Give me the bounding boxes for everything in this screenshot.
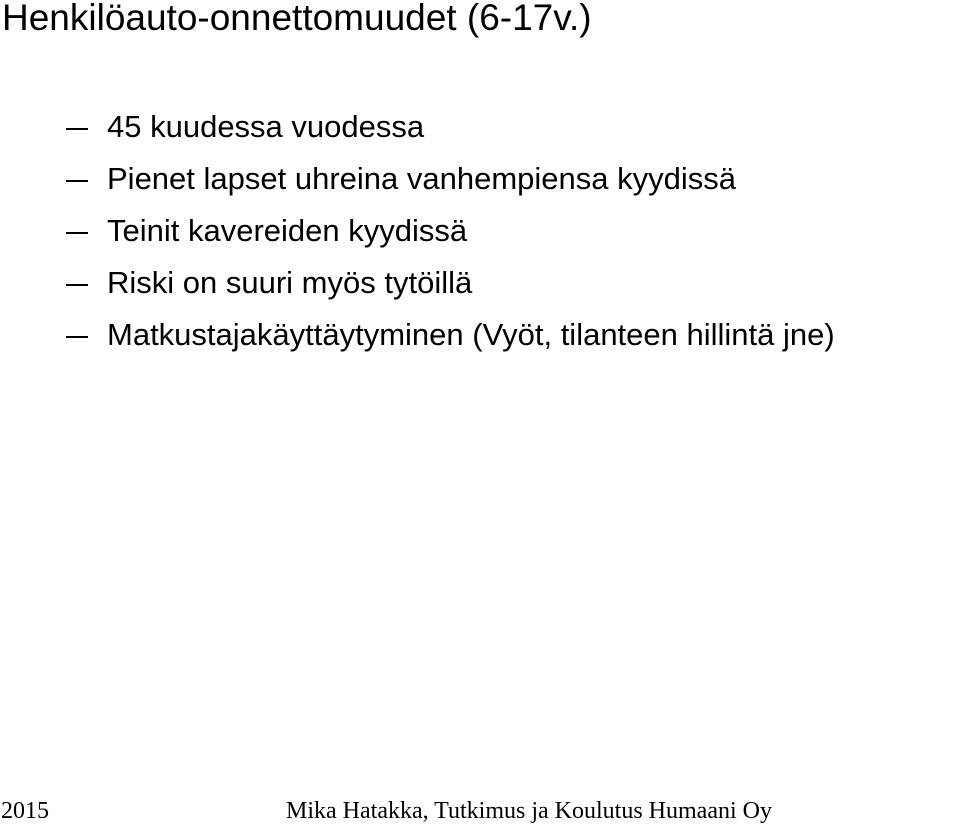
dash-bullet-icon bbox=[66, 180, 88, 182]
dash-bullet-icon bbox=[66, 284, 88, 286]
slide-title: Henkilöauto-onnettomuudet (6-17v.) bbox=[2, 0, 592, 38]
dash-bullet-icon bbox=[66, 128, 88, 130]
bullet-text: Matkustajakäyttäytyminen (Vyöt, tilanteen hillintä jne) bbox=[107, 317, 835, 352]
bullet-text: Pienet lapset uhreina vanhempiensa kyydissä bbox=[107, 161, 736, 196]
footer-author: Mika Hatakka, Tutkimus ja Koulutus Humaani Oy bbox=[286, 798, 772, 824]
bullet-text: Teinit kavereiden kyydissä bbox=[107, 213, 468, 248]
dash-bullet-icon bbox=[66, 232, 88, 234]
bullet-text: 45 kuudessa vuodessa bbox=[107, 109, 425, 144]
bullet-text: Riski on suuri myös tytöillä bbox=[107, 265, 473, 300]
dash-bullet-icon bbox=[66, 336, 88, 338]
footer-year: 2015 bbox=[1, 798, 49, 824]
